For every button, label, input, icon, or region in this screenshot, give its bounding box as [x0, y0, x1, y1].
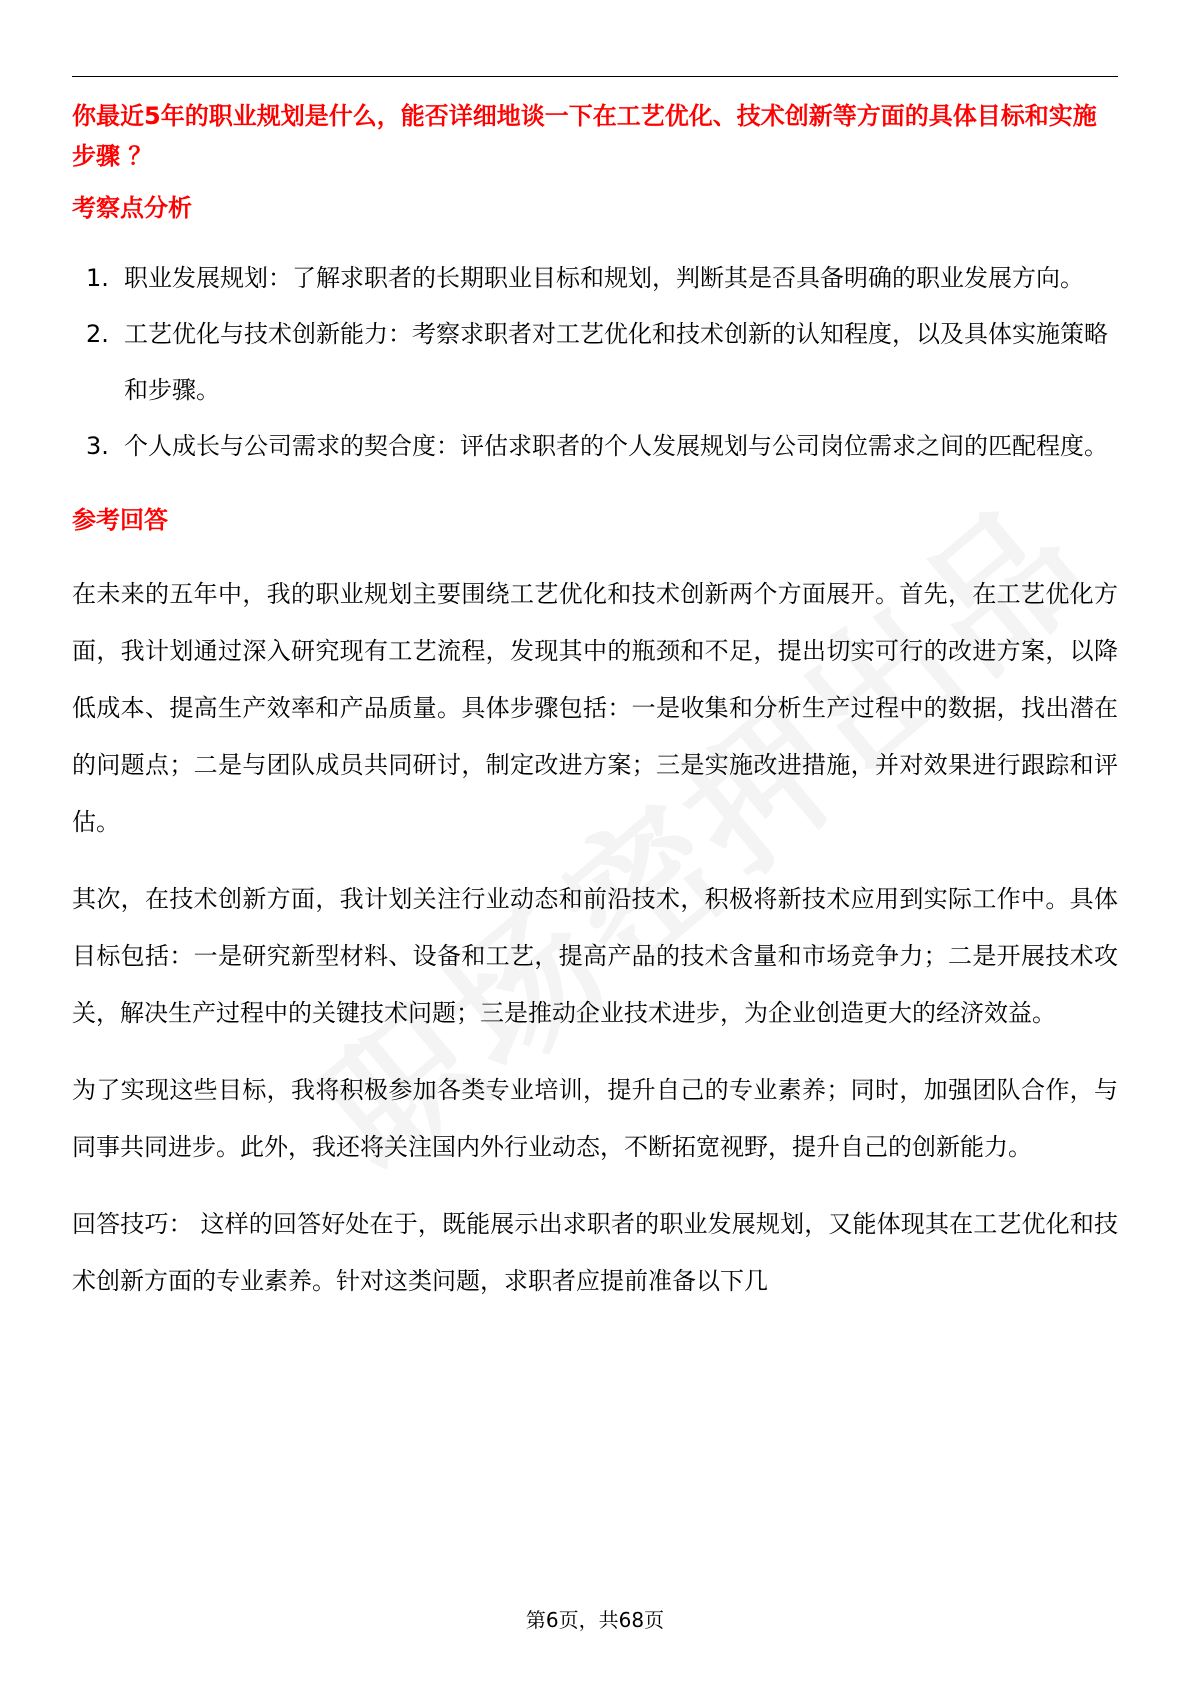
page-content	[72, 96, 1118, 1310]
point-text: 工艺优化与技术创新能力：考察求职者对工艺优化和技术创新的认知程度，以及具体实施策略和步骤。	[124, 320, 1108, 404]
answer-paragraph: 其次，在技术创新方面，我计划关注行业动态和前沿技术，积极将新技术应用到实际工作中。具体目标包括：一是研究新型材料、设备和工艺，提高产品的技术含量和市场竞争力；二是开展技术攻关，解决生产过程中的关键技术问题；三是推动企业技术进步，为企业创造更大的经济效益。	[72, 885, 1118, 1027]
analysis-point	[72, 250, 1118, 306]
interview-question: 你最近5年的职业规划是什么，能否详细地谈一下在工艺优化、技术创新等方面的具体目标和实施步骤 ？	[72, 102, 1097, 170]
header-divider	[72, 76, 1118, 77]
point-number: 2.	[86, 320, 109, 348]
answer-paragraph: 为了实现这些目标，我将积极参加各类专业培训，提升自己的专业素养；同时，加强团队合作，与同事共同进步。此外，我还将关注国内外行业动态，不断拓宽视野，提升自己的创新能力。	[72, 1076, 1118, 1161]
analysis-point	[72, 306, 1118, 418]
point-number: 1.	[86, 264, 109, 292]
analysis-point	[72, 418, 1118, 474]
analysis-point-list	[72, 250, 1118, 474]
answer-heading: 参考回答	[72, 506, 168, 534]
answer-tips-paragraph: 回答技巧： 这样的回答好处在于，既能展示出求职者的职业发展规划，又能体现其在工艺优化和技术创新方面的专业素养。针对这类问题，求职者应提前准备以下几	[72, 1210, 1118, 1295]
page-number-footer: 第6页，共68页	[525, 1608, 665, 1632]
answer-paragraph: 在未来的五年中，我的职业规划主要围绕工艺优化和技术创新两个方面展开。首先，在工艺优化方面，我计划通过深入研究现有工艺流程，发现其中的瓶颈和不足，提出切实可行的改进方案，以降低成本、提高生产效率和产品质量。具体步骤包括：一是收集和分析生产过程中的数据，找出潜在的问题点；二是与团队成员共同研讨，制定改进方案；三是实施改进措施，并对效果进行跟踪和评估。	[72, 580, 1118, 836]
point-text: 个人成长与公司需求的契合度：评估求职者的个人发展规划与公司岗位需求之间的匹配程度。	[124, 432, 1108, 460]
point-number: 3.	[86, 432, 109, 460]
point-text: 职业发展规划：了解求职者的长期职业目标和规划，判断其是否具备明确的职业发展方向。	[124, 264, 1084, 292]
analysis-heading: 考察点分析	[72, 194, 192, 222]
